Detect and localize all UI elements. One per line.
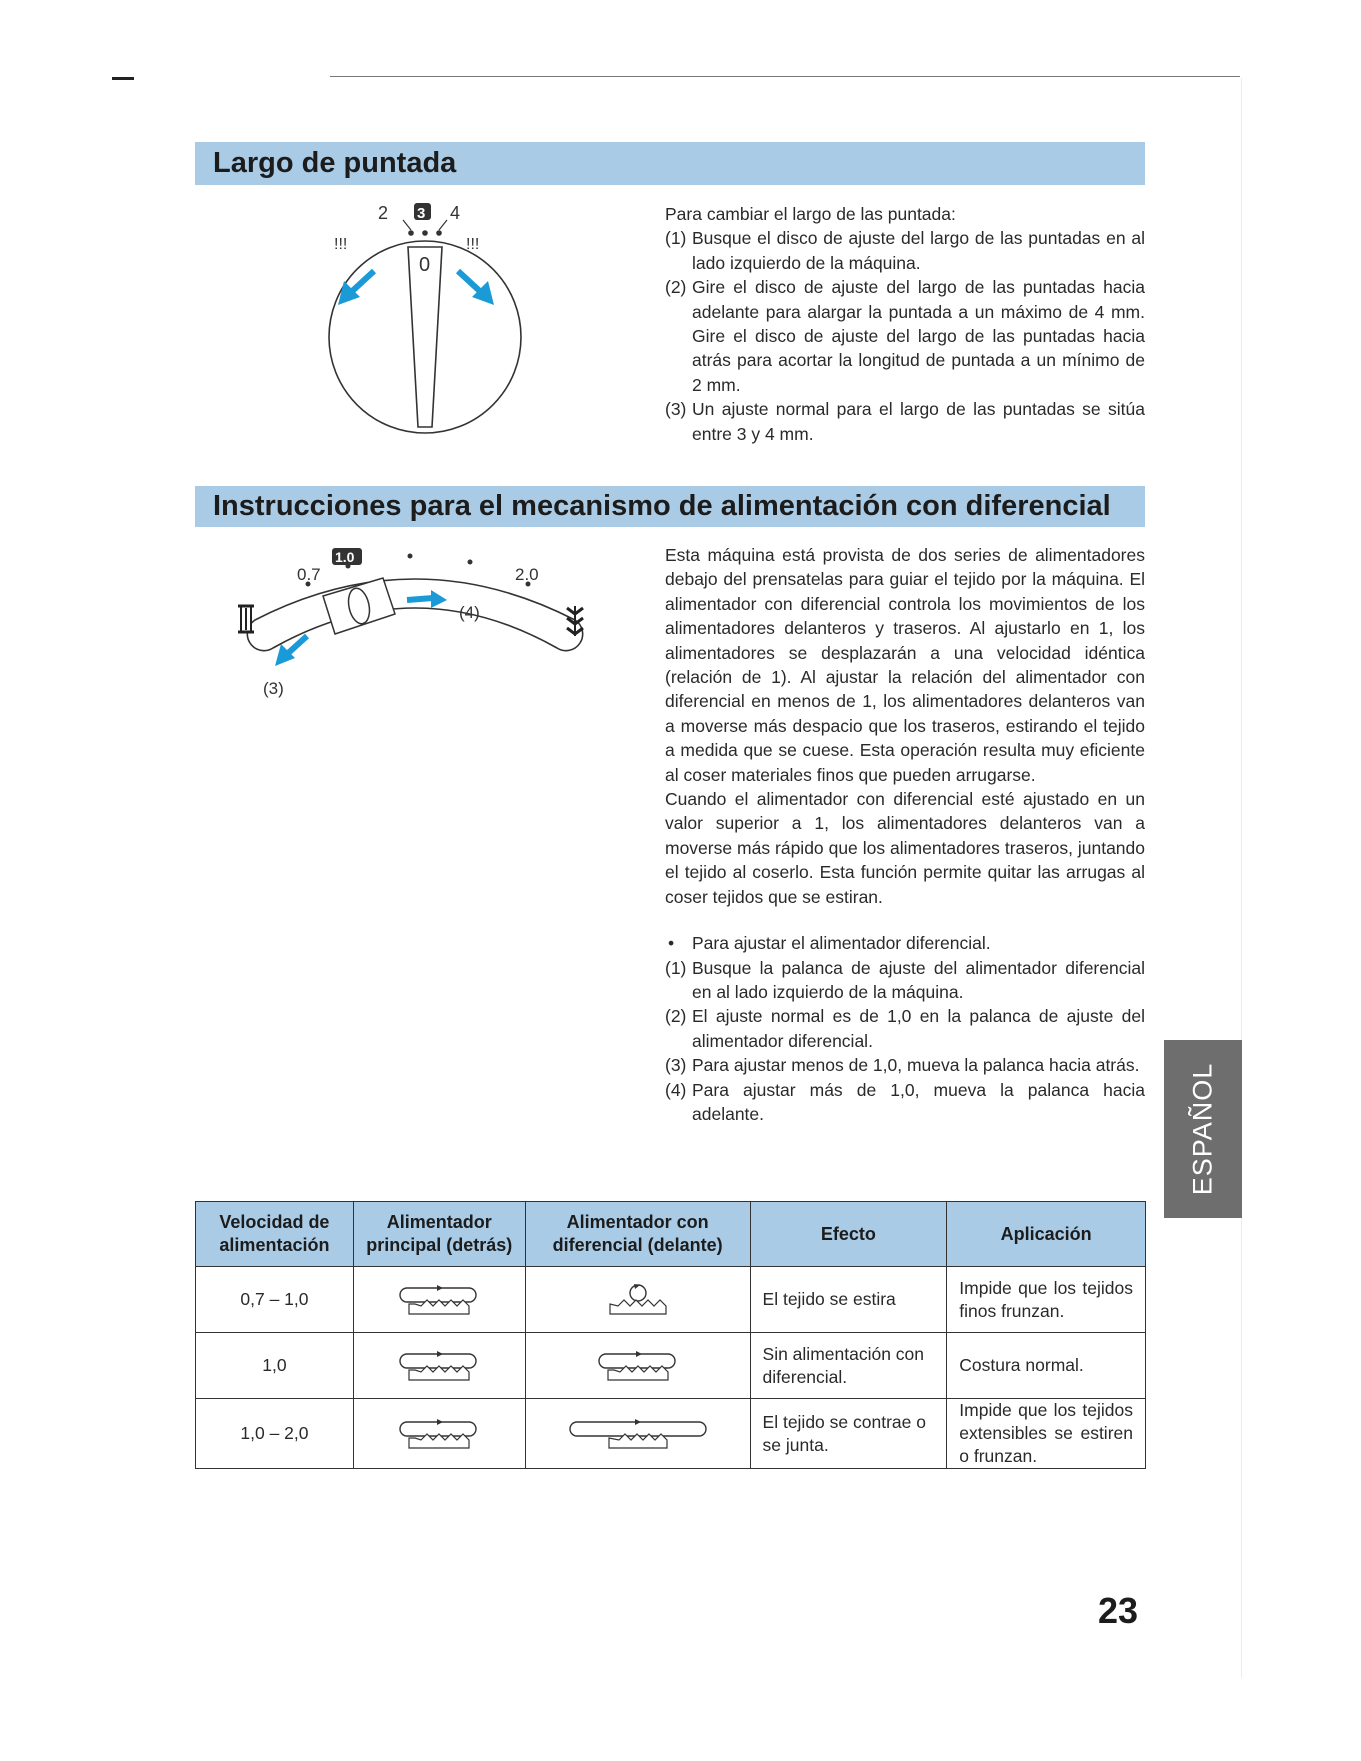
fabric-gather-icon	[567, 606, 583, 636]
lever-slot	[247, 579, 582, 651]
table-row	[196, 1267, 1146, 1333]
step-number: (1)	[665, 228, 687, 249]
differential-feed-text	[665, 543, 1145, 1126]
step-text: Para ajustar más de 1,0, mueva la palanca hacia adelante.	[692, 1079, 1145, 1124]
dial-label-right: 4	[450, 203, 461, 223]
table-header-row	[196, 1202, 1146, 1267]
step-item	[665, 397, 1145, 446]
header-speed: Velocidad de alimentación	[196, 1202, 354, 1267]
header-effect: Efecto	[750, 1202, 947, 1267]
top-dash	[112, 77, 134, 80]
cell-application: Impide que los tejidos finos frunzan.	[947, 1267, 1146, 1333]
page-edge	[1241, 78, 1242, 1678]
lever-label-high: 2.0	[515, 565, 539, 584]
cell-speed: 1,0	[196, 1333, 354, 1399]
paragraph-1: Esta máquina está provista de dos series de alimentadores debajo del prensatelas para guiar el tejido por la máquina. El alimentador con diferencial controla los movimientos de los alimentadores delanteros y traseros. Al ajustarlo en 1, los alimentadores se desplazarán a una velocidad idéntica (relación de 1). Al ajustar la relación del alimentador con diferencial en menos de 1, los alimentadores delanteros van a moverse más despacio que los traseros, estirando el tejido a medida que se cuese. Esta operación resulta muy eficiente al coser materiales finos que pueden arrugarse.	[665, 545, 1145, 785]
feed-dog-motion-icon	[389, 1346, 489, 1386]
step-text: Un ajuste normal para el largo de las puntadas se sitúa entre 3 y 4 mm.	[692, 399, 1145, 444]
cell-diff-feed	[525, 1333, 750, 1399]
feed-dog-motion-icon	[563, 1414, 713, 1454]
bullet-dot: •	[668, 933, 675, 954]
intro-text: Para cambiar el largo de las puntada:	[665, 204, 956, 224]
cell-application: Impide que los tejidos extensibles se estiren o frunzan.	[947, 1399, 1146, 1469]
step-text: Busque la palanca de ajuste del alimentador diferencial en al lado izquierdo de la máquina.	[692, 957, 1145, 1002]
step-number: (2)	[665, 1006, 687, 1027]
table-row	[196, 1399, 1146, 1469]
fabric-stretch-icon	[238, 606, 254, 632]
bullet-item	[665, 931, 1145, 955]
step-number: (3)	[665, 1055, 687, 1076]
step-text: Gire el disco de ajuste del largo de las puntadas hacia adelante para alargar la puntada a un máximo de 4 mm. Gire el disco de ajuste del largo de las puntadas hacia atrás para acortar la longitud de puntada a un mínimo de 2 mm.	[692, 277, 1145, 395]
cell-speed: 1,0 – 2,0	[196, 1399, 354, 1469]
step-item	[665, 1078, 1145, 1127]
step-text: Busque el disco de ajuste del largo de las puntadas en al lado izquierdo de la máquina.	[692, 228, 1145, 273]
step-number: (2)	[665, 277, 687, 298]
cell-main-feed	[353, 1333, 525, 1399]
step-number: (1)	[665, 957, 687, 978]
cell-effect: Sin alimentación con diferencial.	[750, 1333, 947, 1399]
section-title-stitch-length: Largo de puntada	[195, 142, 1145, 185]
feed-dog-motion-icon	[389, 1414, 489, 1454]
feed-ratio-table	[195, 1201, 1146, 1469]
cell-effect: El tejido se estira	[750, 1267, 947, 1333]
cell-speed: 0,7 – 1,0	[196, 1267, 354, 1333]
feed-dog-motion-icon	[588, 1280, 688, 1320]
step-text: El ajuste normal es de 1,0 en la palanca de ajuste del alimentador diferencial.	[692, 1006, 1145, 1051]
cell-diff-feed	[525, 1399, 750, 1469]
language-tab-label: ESPAÑOL	[1187, 1062, 1218, 1196]
lever-label-forward: (4)	[459, 603, 480, 622]
bullet-text: Para ajustar el alimentador diferencial.	[692, 933, 991, 954]
table-row	[196, 1333, 1146, 1399]
header-application: Aplicación	[947, 1202, 1146, 1267]
step-item	[665, 1004, 1145, 1053]
cell-main-feed	[353, 1399, 525, 1469]
section-title-differential-feed: Instrucciones para el mecanismo de alimentación con diferencial	[195, 486, 1145, 527]
paragraph-2: Cuando el alimentador con diferencial esté ajustado en un valor superior a 1, los alimentadores delanteros van a moverse más rápido que los alimentadores traseros, juntando el tejido al coserlo. Esta función permite quitar las arrugas al coser tejidos que se estiran.	[665, 789, 1145, 907]
step-item	[665, 956, 1145, 1005]
feed-dog-motion-icon	[389, 1280, 489, 1320]
step-number: (3)	[665, 399, 687, 420]
cell-application: Costura normal.	[947, 1333, 1146, 1399]
dial-marks-right: !!!	[466, 236, 480, 253]
dial-marks-left: !!!	[334, 236, 348, 253]
header-main-feed: Alimentador principal (detrás)	[353, 1202, 525, 1267]
stitch-length-text	[665, 202, 1145, 446]
stitch-length-dial-diagram	[300, 195, 560, 440]
header-diff-feed: Alimentador con diferencial (delante)	[525, 1202, 750, 1267]
arrow-forward-icon	[431, 590, 447, 608]
lever-label-low: 0.7	[297, 565, 321, 584]
top-rule	[330, 76, 1240, 77]
step-item	[665, 226, 1145, 275]
dial-label-current: 3	[417, 205, 426, 222]
feed-dog-motion-icon	[588, 1346, 688, 1386]
cell-effect: El tejido se contrae o se junta.	[750, 1399, 947, 1469]
step-item	[665, 1053, 1145, 1077]
dial-label-left: 2	[378, 203, 389, 223]
differential-feed-lever-diagram	[235, 548, 605, 713]
step-text: Para ajustar menos de 1,0, mueva la palanca hacia atrás.	[692, 1055, 1140, 1076]
cell-main-feed	[353, 1267, 525, 1333]
step-item	[665, 275, 1145, 397]
language-tab	[1164, 1040, 1242, 1218]
lever-label-back: (3)	[263, 679, 284, 698]
step-number: (4)	[665, 1079, 687, 1100]
lever-label-current: 1.0	[335, 549, 355, 565]
page-number: 23	[1098, 1590, 1139, 1631]
dial-center-label: 0	[419, 254, 431, 276]
cell-diff-feed	[525, 1267, 750, 1333]
